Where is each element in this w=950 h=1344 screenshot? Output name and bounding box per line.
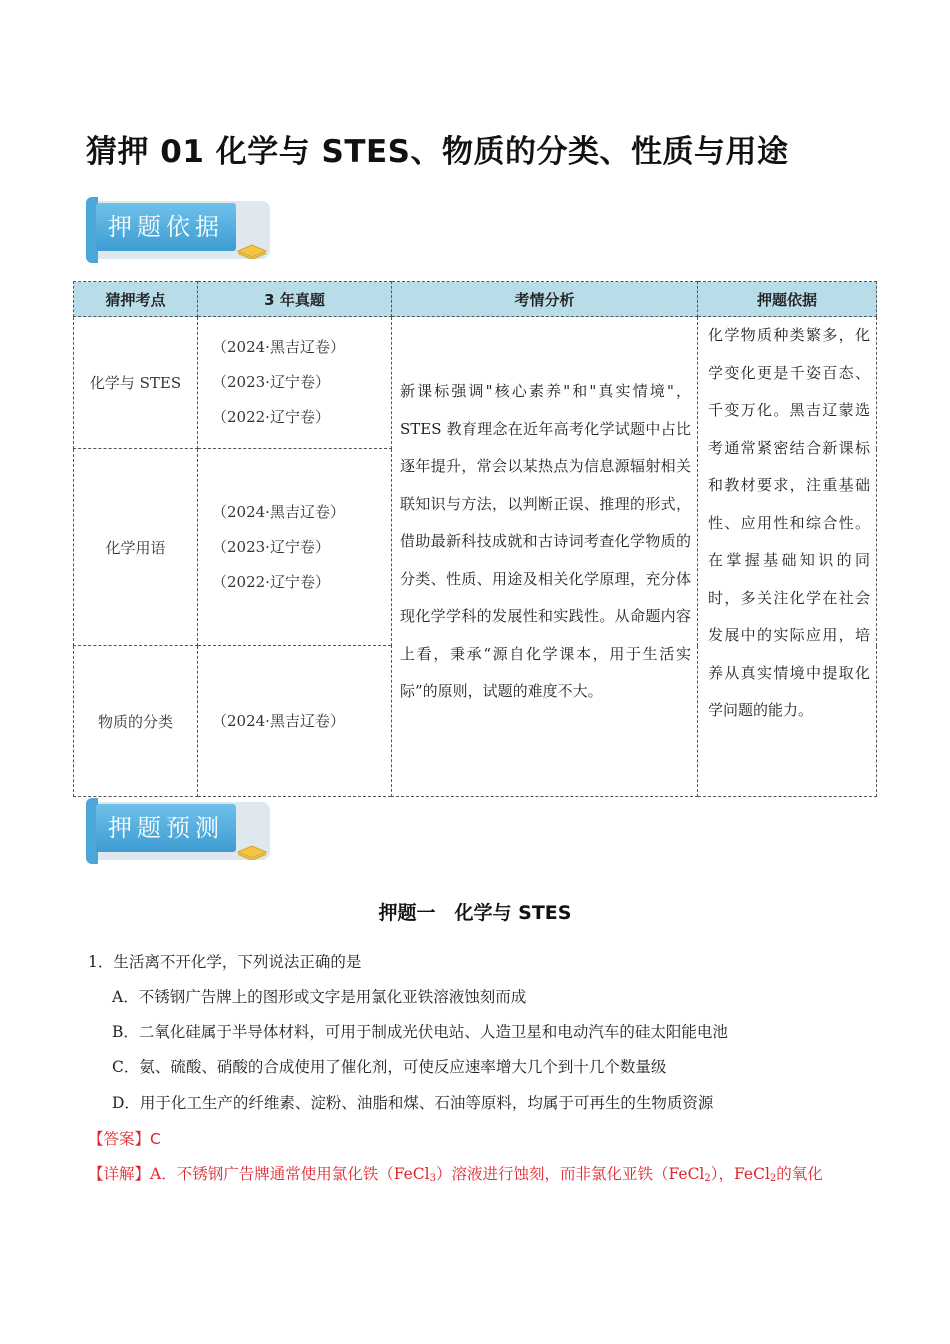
page-title: 猜押 01 化学与 STES、物质的分类、性质与用途 [86,134,789,170]
basis-cell: 化学物质种类繁多，化学变化更是千姿百态、千变万化。黑吉辽蒙选考通常紧密结合新课标和教材要求，注重基础性、应用性和综合性。在掌握基础知识的同时，多关注化学在社会发展中的实际应用，培养从真实情境中提取化学问题的能力。 [698,317,877,797]
year-item: （2024·黑吉辽卷） [212,502,345,521]
year-item: （2024·黑吉辽卷） [212,711,345,730]
analysis-cell: 新课标强调"核心素养"和"真实情境"，STES 教育理念在近年高考化学试题中占比逐年提升，常会以某热点为信息源辐射相关联知识与方法，以判断正误、推理的形式，借助最新科技成就和古诗词考查化学物质的分类、性质、用途及相关化学原理，充分体现化学学科的发展性和实践性。从命题内容上看，秉承“源自化学课本，用于生活实际”的原则，试题的难度不大。 [392,317,698,797]
subscript: 2 [769,1173,777,1184]
subscript: 2 [704,1173,711,1184]
detail-text: A．不锈钢广告牌通常使用氯化铁（FeCl [150,1165,430,1183]
subscript: 3 [429,1173,436,1184]
year-item: （2023·辽宁卷） [212,373,330,391]
detail-label: 【详解】 [88,1165,151,1183]
question-stem: 1．生活离不开化学，下列说法正确的是 [88,953,362,971]
year-item: （2023·辽宁卷） [212,537,330,556]
option-a: A．不锈钢广告牌上的图形或文字是用氯化亚铁溶液蚀刻而成 [112,988,527,1006]
banner-label: 押题预测 [96,804,236,852]
years-cell [198,646,392,797]
table-header-row [74,282,877,317]
banner-label: 押题依据 [96,203,236,251]
detail-text: 的氧化 [776,1165,823,1183]
book-icon [236,842,268,860]
topic-cell: 化学与 STES [74,317,198,449]
topic-cell: 物质的分类 [74,646,198,797]
detail-text: ），FeCl [710,1165,770,1183]
year-item: （2022·辽宁卷） [212,408,330,426]
option-b: B．二氧化硅属于半导体材料，可用于制成光伏电站、人造卫星和电动汽车的硅太阳能电池 [112,1023,728,1041]
section-banner-predict [86,798,272,864]
year-item: （2024·黑吉辽卷） [212,338,345,356]
topic-cell: 化学用语 [74,449,198,646]
answer-label: 【答案】 [88,1130,151,1148]
year-item: （2022·辽宁卷） [212,572,330,591]
table-row [74,317,877,449]
section-title: 押题一 化学与 STES [378,902,572,924]
section-banner-basis [86,197,272,263]
book-icon [236,241,268,259]
exam-basis-table [73,281,877,797]
detail-line [88,1162,823,1184]
header-analysis: 考情分析 [392,282,698,317]
years-cell [198,449,392,646]
header-years: 3 年真题 [198,282,392,317]
detail-text: ）溶液进行蚀刻，而非氯化亚铁（FeCl [435,1165,705,1183]
answer-line [88,1127,161,1149]
option-c: C．氨、硫酸、硝酸的合成使用了催化剂，可使反应速率增大几个到十几个数量级 [112,1058,667,1076]
header-basis: 押题依据 [698,282,877,317]
answer-value: C [150,1130,161,1148]
option-d: D．用于化工生产的纤维素、淀粉、油脂和煤、石油等原料，均属于可再生的生物质资源 [112,1094,714,1112]
header-topic: 猜押考点 [74,282,198,317]
years-cell [198,317,392,449]
